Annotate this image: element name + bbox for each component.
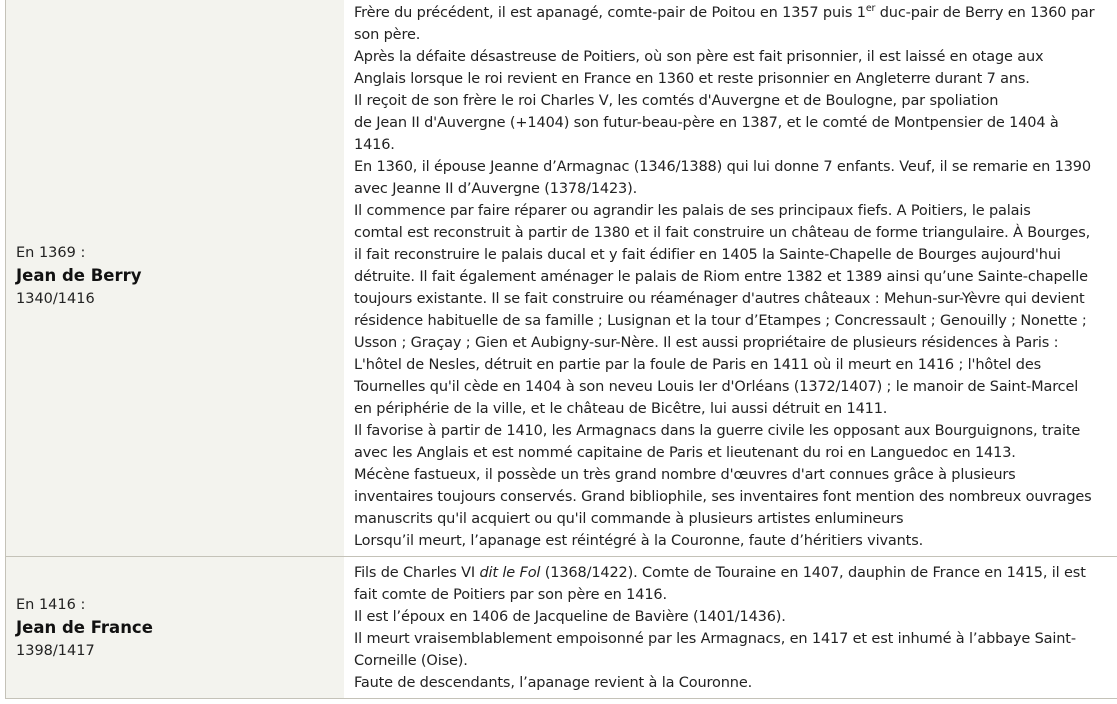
text-line <box>354 562 1086 584</box>
description-cell <box>344 0 1117 556</box>
table-bottom-border <box>5 698 1117 699</box>
apanage-date: En 1416 : <box>16 597 86 613</box>
text-line: Il est l’époux en 1406 de Jacqueline de Bavière (1401/1436). <box>354 609 786 625</box>
text-line: manuscrits qu'il acquiert ou qu'il commande à plusieurs artistes enlumineurs <box>354 511 904 527</box>
text-line: avec les Anglais et est nommé capitaine de Paris et lieutenant du roi en Languedoc en 1413. <box>354 445 1016 461</box>
description-text <box>354 2 1117 552</box>
text-line: Il favorise à partir de 1410, les Armagnacs dans la guerre civile les opposant aux Bourguignons, traite <box>354 423 1081 439</box>
text-line: Faute de descendants, l’apanage revient à la Couronne. <box>354 675 753 691</box>
text-line: détruite. Il fait également aménager le palais de Riom entre 1382 et 1389 ainsi qu’une Sainte-chapelle <box>354 269 1088 285</box>
person-info <box>16 594 342 662</box>
text-line: Usson ; Graçay ; Gien et Aubigny-sur-Nère. Il est aussi propriétaire de plusieurs résidences à Paris : <box>354 335 1059 351</box>
ordinal-superscript: er <box>865 3 876 14</box>
text-line: résidence habituelle de sa famille ; Lusignan et la tour d’Etampes ; Concressault ; Genouilly ; Nonette ; <box>354 313 1087 329</box>
text-line: Corneille (Oise). <box>354 653 468 669</box>
text-line: Il commence par faire réparer ou agrandir les palais de ses principaux fiefs. A Poitiers, le palais <box>354 203 1031 219</box>
text-line: comtal est reconstruit à partir de 1380 et il fait construire un château de forme triangulaire. À Bourges, <box>354 225 1091 241</box>
person-cell <box>5 0 345 556</box>
text-line: de Jean II d'Auvergne (+1404) son futur-beau-père en 1387, et le comté de Montpensier de 1404 à <box>354 115 1059 131</box>
person-info <box>16 242 342 310</box>
text-line: inventaires toujours conservés. Grand bibliophile, ses inventaires font mention des nombreux ouvrages <box>354 489 1092 505</box>
text-line: Il meurt vraisemblablement empoisonné par les Armagnacs, en 1417 et est inhumé à l’abbaye Saint- <box>354 631 1076 647</box>
text-line: 1416. <box>354 137 395 153</box>
person-name: Jean de Berry <box>16 266 142 285</box>
text-segment: duc-pair de Berry en 1360 par <box>875 5 1095 21</box>
text-segment: Frère du précédent, il est apanagé, comte-pair de Poitou en 1357 puis 1 <box>354 5 866 21</box>
apanage-date: En 1369 : <box>16 245 86 261</box>
text-segment: Fils de Charles VI <box>354 565 480 581</box>
text-line: Lorsqu’il meurt, l’apanage est réintégré à la Couronne, faute d’héritiers vivants. <box>354 533 924 549</box>
text-line: il fait reconstruire le palais ducal et y fait édifier en 1405 la Sainte-Chapelle de Bourges aujourd'hui <box>354 247 1061 263</box>
description-cell <box>344 557 1117 698</box>
text-line: son père. <box>354 27 421 43</box>
text-line: Après la défaite désastreuse de Poitiers, où son père est fait prisonnier, il est laissé en otage aux <box>354 49 1044 65</box>
text-line: Mécène fastueux, il possède un très grand nombre d'œuvres d'art connues grâce à plusieurs <box>354 467 1016 483</box>
italic-nickname: dit le Fol <box>479 565 541 581</box>
text-line: Il reçoit de son frère le roi Charles V, les comtés d'Auvergne et de Boulogne, par spoliation <box>354 93 999 109</box>
text-line: avec Jeanne II d’Auvergne (1378/1423). <box>354 181 638 197</box>
description-text <box>354 562 1117 694</box>
text-line: L'hôtel de Nesles, détruit en partie par la foule de Paris en 1411 où il meurt en 1416 ; l'hôtel des <box>354 357 1042 373</box>
text-line: fait comte de Poitiers par son père en 1416. <box>354 587 667 603</box>
person-lifespan: 1398/1417 <box>16 643 95 659</box>
text-line: Tournelles qu'il cède en 1404 à son neveu Louis Ier d'Orléans (1372/1407) ; le manoir de Saint-Marcel <box>354 379 1079 395</box>
person-lifespan: 1340/1416 <box>16 291 95 307</box>
text-line: en périphérie de la ville, et le château de Bicêtre, lui aussi détruit en 1411. <box>354 401 888 417</box>
person-name: Jean de France <box>16 618 153 637</box>
text-segment: (1368/1422). Comte de Touraine en 1407, dauphin de France en 1415, il est <box>540 565 1086 581</box>
text-line: toujours existante. Il se fait construire ou réaménager d'autres châteaux : Mehun-sur-Yèvre qui devient <box>354 291 1085 307</box>
person-cell <box>5 557 345 698</box>
text-line: En 1360, il épouse Jeanne d’Armagnac (1346/1388) qui lui donne 7 enfants. Veuf, il se remarie en 1390 <box>354 159 1091 175</box>
text-line: Anglais lorsque le roi revient en France en 1360 et reste prisonnier en Angleterre durant 7 ans. <box>354 71 1030 87</box>
text-line <box>354 2 1094 24</box>
table-row <box>0 557 1117 698</box>
